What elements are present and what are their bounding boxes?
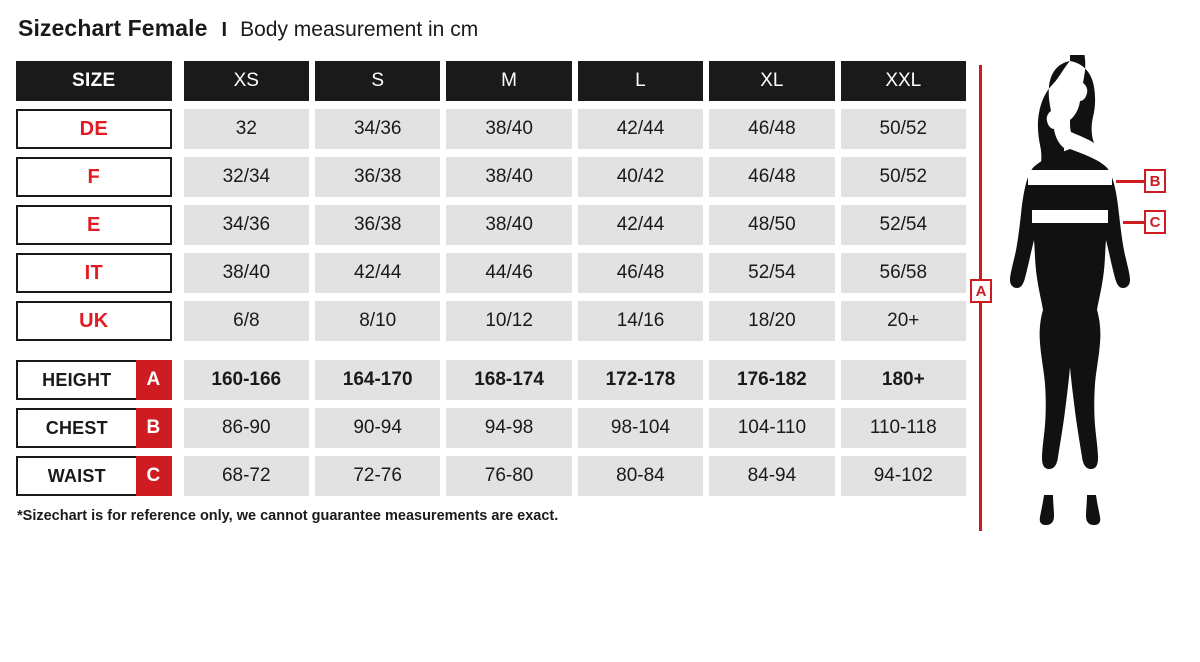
title-separator: I	[221, 19, 228, 41]
cell-e-s: 36/38	[315, 205, 440, 245]
female-body-silhouette-icon	[966, 55, 1196, 535]
row-label-uk: UK	[16, 301, 172, 341]
table-row	[16, 408, 966, 448]
cell-uk-l: 14/16	[578, 301, 703, 341]
cell-de-xxl: 50/52	[841, 109, 966, 149]
size-chart-table	[16, 61, 966, 504]
cell-it-m: 44/46	[446, 253, 571, 293]
cell-height-xs: 160-166	[184, 360, 309, 400]
table-header-row	[16, 61, 966, 101]
column-header-m: M	[446, 61, 571, 101]
cell-e-xxl: 52/54	[841, 205, 966, 245]
cell-chest-m: 94-98	[446, 408, 571, 448]
cell-height-xxl: 180+	[841, 360, 966, 400]
row-label-de: DE	[16, 109, 172, 149]
row-label-chest-text: CHEST	[16, 408, 136, 448]
waist-measure-band	[1032, 210, 1108, 223]
badge-c: C	[136, 456, 172, 496]
row-label-height-text: HEIGHT	[16, 360, 136, 400]
cell-de-xl: 46/48	[709, 109, 834, 149]
badge-b: B	[136, 408, 172, 448]
row-label-waist-text: WAIST	[16, 456, 136, 496]
cell-de-xs: 32	[184, 109, 309, 149]
footnote-text: *Sizechart is for reference only, we cannot guarantee measurements are exact.	[17, 508, 559, 524]
cell-e-xs: 34/36	[184, 205, 309, 245]
title-main-text: Sizechart Female	[18, 15, 208, 41]
row-label-height	[16, 360, 172, 400]
column-header-xs: XS	[184, 61, 309, 101]
cell-f-s: 36/38	[315, 157, 440, 197]
column-header-l: L	[578, 61, 703, 101]
cell-waist-m: 76-80	[446, 456, 571, 496]
cell-uk-s: 8/10	[315, 301, 440, 341]
cell-f-m: 38/40	[446, 157, 571, 197]
callout-b-line	[1116, 180, 1144, 183]
cell-uk-m: 10/12	[446, 301, 571, 341]
cell-f-xl: 46/48	[709, 157, 834, 197]
badge-a: A	[136, 360, 172, 400]
cell-it-s: 42/44	[315, 253, 440, 293]
table-row	[16, 360, 966, 400]
cell-it-l: 46/48	[578, 253, 703, 293]
cell-height-s: 164-170	[315, 360, 440, 400]
cell-height-m: 168-174	[446, 360, 571, 400]
cell-chest-l: 98-104	[578, 408, 703, 448]
cell-f-l: 40/42	[578, 157, 703, 197]
callout-c-label: C	[1144, 210, 1166, 234]
cell-waist-s: 72-76	[315, 456, 440, 496]
page-title	[18, 15, 478, 42]
cell-it-xl: 52/54	[709, 253, 834, 293]
column-header-s: S	[315, 61, 440, 101]
cell-de-l: 42/44	[578, 109, 703, 149]
table-row	[16, 301, 966, 341]
callout-b	[1116, 169, 1166, 193]
table-row	[16, 253, 966, 293]
callout-a-label: A	[970, 279, 992, 303]
cell-it-xxl: 56/58	[841, 253, 966, 293]
cell-waist-xs: 68-72	[184, 456, 309, 496]
cell-chest-s: 90-94	[315, 408, 440, 448]
cell-chest-xxl: 110-118	[841, 408, 966, 448]
table-row	[16, 456, 966, 496]
cell-it-xs: 38/40	[184, 253, 309, 293]
cell-de-m: 38/40	[446, 109, 571, 149]
callout-c-line	[1123, 221, 1144, 224]
cell-e-xl: 48/50	[709, 205, 834, 245]
cell-chest-xl: 104-110	[709, 408, 834, 448]
callout-b-label: B	[1144, 169, 1166, 193]
cell-chest-xs: 86-90	[184, 408, 309, 448]
cell-waist-xxl: 94-102	[841, 456, 966, 496]
header-size-label: SIZE	[16, 61, 172, 101]
cell-height-l: 172-178	[578, 360, 703, 400]
row-label-chest	[16, 408, 172, 448]
cell-uk-xs: 6/8	[184, 301, 309, 341]
cell-e-l: 42/44	[578, 205, 703, 245]
cell-uk-xl: 18/20	[709, 301, 834, 341]
table-row	[16, 109, 966, 149]
title-subtitle-text: Body measurement in cm	[240, 18, 479, 41]
cell-de-s: 34/36	[315, 109, 440, 149]
row-label-waist	[16, 456, 172, 496]
cell-f-xxl: 50/52	[841, 157, 966, 197]
callout-a	[970, 279, 992, 303]
cell-f-xs: 32/34	[184, 157, 309, 197]
column-header-xxl: XXL	[841, 61, 966, 101]
row-label-it: IT	[16, 253, 172, 293]
chest-measure-band	[1028, 170, 1112, 185]
table-row	[16, 205, 966, 245]
row-label-e: E	[16, 205, 172, 245]
cell-height-xl: 176-182	[709, 360, 834, 400]
body-figure-panel	[966, 55, 1196, 535]
cell-waist-xl: 84-94	[709, 456, 834, 496]
cell-waist-l: 80-84	[578, 456, 703, 496]
row-label-f: F	[16, 157, 172, 197]
table-row	[16, 157, 966, 197]
callout-c	[1123, 210, 1166, 234]
cell-e-m: 38/40	[446, 205, 571, 245]
column-header-xl: XL	[709, 61, 834, 101]
cell-uk-xxl: 20+	[841, 301, 966, 341]
